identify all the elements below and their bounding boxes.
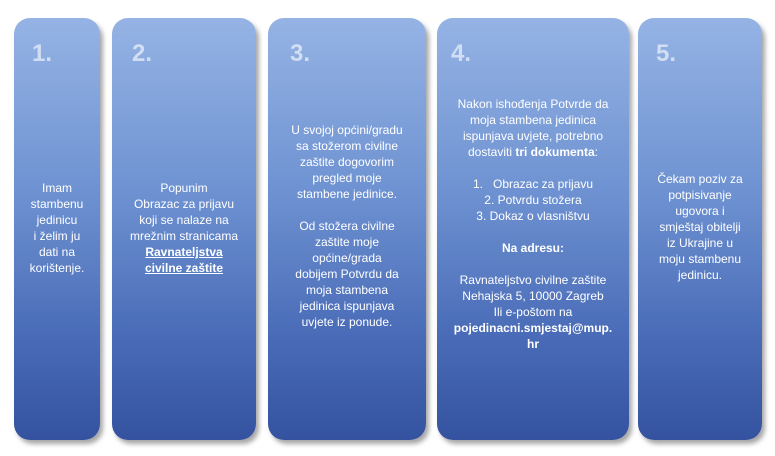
step-5-line: jedinicu. <box>677 268 723 282</box>
address-line: Nehajska 5, 10000 Zagreb <box>462 289 604 303</box>
step-3-line: dobijem Potvrdu da <box>295 267 399 281</box>
step-number-3: 3. <box>290 40 311 67</box>
step-3-text <box>268 122 426 330</box>
step-1-line: stambenu <box>30 197 84 211</box>
step-5-line: potpisivanje <box>668 188 732 202</box>
email-address[interactable]: pojedinacni.smjestaj@mup. <box>453 321 613 335</box>
three-documents-label: tri dokumenta <box>515 145 595 159</box>
email-address[interactable]: hr <box>527 337 539 351</box>
step-5-line: iz Ukrajine u <box>666 236 734 250</box>
civil-protection-link[interactable]: Ravnateljstva <box>145 245 223 259</box>
step-5-line: ugovora i <box>675 204 725 218</box>
step-4-line <box>443 144 623 160</box>
step-card-1 <box>14 18 100 440</box>
step-number-2: 2. <box>132 40 153 67</box>
step-2-line: Obrazac za prijavu <box>133 197 235 211</box>
address-label: Na adresu: <box>501 241 565 255</box>
step-1-line: Imam <box>42 181 72 195</box>
step-4-line: moja stambena jedinica <box>469 113 597 127</box>
step-3-line: pregled moje <box>312 171 382 185</box>
step-1-text <box>14 180 100 276</box>
step-4-text-prefix: dostaviti <box>467 145 516 159</box>
step-2-line: koji se nalaze na <box>139 213 229 227</box>
step-3-line: zaštite dogovorim <box>299 155 395 169</box>
step-1-line: i želim ju <box>33 229 81 243</box>
step-card-3 <box>268 18 426 440</box>
address-line: Ili e-poštom na <box>493 305 573 319</box>
step-5-line: smještaj obitelji <box>659 220 741 234</box>
step-card-2 <box>112 18 256 440</box>
document-item: 3. Dokaz o vlasništvu <box>476 209 590 223</box>
step-5-line: Čekam poziv za <box>657 172 743 186</box>
step-4-text-suffix: : <box>594 145 599 159</box>
step-4-text <box>437 96 629 352</box>
step-number-5: 5. <box>656 40 677 67</box>
step-3-line: zaštite moje <box>314 235 380 249</box>
step-3-line: stambene jedinice. <box>296 187 398 201</box>
step-3-line: U svojoj općini/gradu <box>291 123 403 137</box>
step-number-4: 4. <box>451 40 472 67</box>
step-2-line: mrežnim stranicama <box>129 229 239 243</box>
document-item: 2. Potvrdu stožera <box>484 193 582 207</box>
step-4-line: Nakon ishođenja Potvrde da <box>457 97 609 111</box>
address-line: Ravnateljstvo civilne zaštite <box>459 273 607 287</box>
step-3-line: moja stambena <box>305 283 389 297</box>
step-3-line: općine/grada <box>312 251 382 265</box>
step-2-line: Popunim <box>160 181 208 195</box>
step-5-text <box>638 171 762 283</box>
step-5-line: moju stambenu <box>658 252 742 266</box>
step-3-line: sa stožerom civilne <box>295 139 399 153</box>
step-1-line: jedinicu <box>36 213 78 227</box>
step-number-1: 1. <box>32 40 53 67</box>
step-4-line: ispunjava uvjete, potrebno <box>462 129 604 143</box>
step-1-line: dati na <box>38 245 76 259</box>
step-card-5 <box>638 18 762 440</box>
civil-protection-link[interactable]: civilne zaštite <box>144 261 224 275</box>
step-1-line: korištenje. <box>29 261 85 275</box>
step-card-4 <box>437 18 629 440</box>
document-item: 1. Obrazac za prijavu <box>472 177 594 191</box>
step-2-text <box>112 180 256 276</box>
step-3-line: uvjete iz ponude. <box>301 315 393 329</box>
documents-list <box>443 176 623 224</box>
step-3-line: jedinica ispunjava <box>299 299 395 313</box>
step-3-line: Od stožera civilne <box>299 219 395 233</box>
